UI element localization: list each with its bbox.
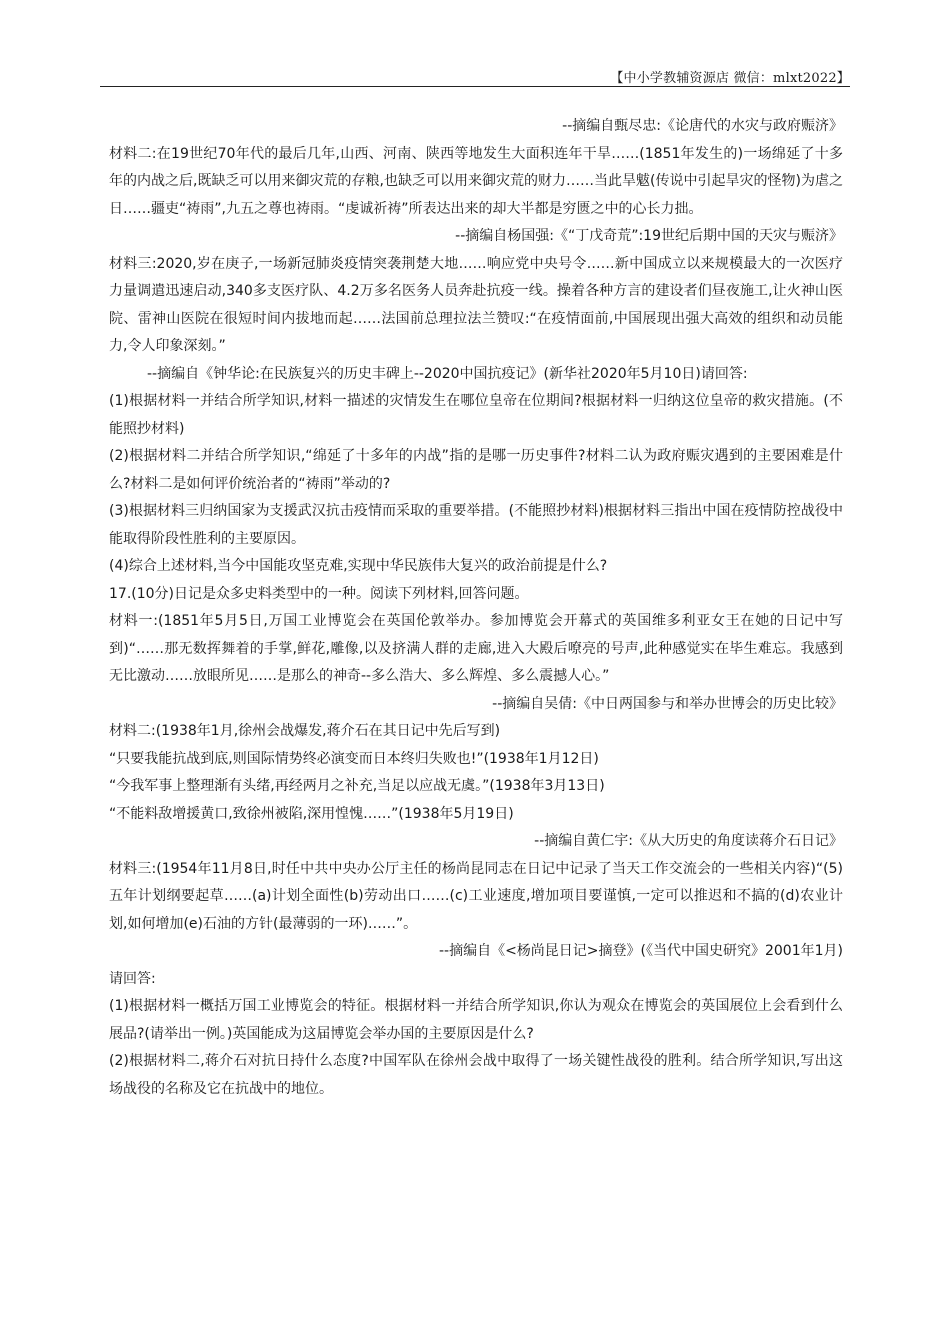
diary-quote: “今我军事上整理渐有头绪,再经两月之补充,当足以应战无虞。”(1938年3月13日) (109, 778, 605, 794)
question-item: (4)综合上述材料,当今中国能攻坚克难,实现中华民族伟大复兴的政治前提是什么? (109, 558, 608, 574)
material-paragraph: 材料二:在19世纪70年代的最后几年,山西、河南、陕西等地发生大面积连年干旱……(1851年发生的)一场绵延了十多年的内战之后,既缺乏可以用来御灾荒的存粮,也缺乏可以用来御灾荒的财力……当此旱魃(传说中引起旱灾的怪物)为虐之日……疆吏“祷雨”,九五之尊也祷雨。“虔诚祈祷”所表达出来的却大半都是穷匮之中的心长力拙。 (109, 145, 843, 217)
source-citation: --摘编自《钟华论:在民族复兴的历史丰碑上--2020中国抗疫记》(新华社2020年5月10日)请回答: (147, 365, 748, 382)
source-citation: --摘编自黄仁宇:《从大历史的角度读蒋介石日记》 (534, 833, 843, 849)
diary-quote: “只要我能抗战到底,则国际情势终必演变而日本终归失败也!”(1938年1月12日) (109, 750, 599, 767)
material-paragraph: 材料三:(1954年11月8日,时任中共中央办公厅主任的杨尚昆同志在日记中记录了当天工作交流会的一些相关内容)“(5)五年计划纲要起草……(a)计划全面性(b)劳动出口……(c)工业速度,增加项目要谨慎,一定可以推迟和不搞的(d)农业计划,如何增加(e)石油的方针(最薄弱的一环)……”。 (109, 860, 843, 932)
question-heading: 17.(10分)日记是众多史料类型中的一种。阅读下列材料,回答问题。 (109, 585, 529, 602)
material-paragraph: 材料二:(1938年1月,徐州会战爆发,蒋介石在其日记中先后写到) (109, 723, 501, 739)
question-item: (1)根据材料一概括万国工业博览会的特征。根据材料一并结合所学知识,你认为观众在博览会的英国展位上会看到什么展品?(请举出一例。)英国能成为这届博览会举办国的主要原因是什么? (109, 998, 843, 1042)
header-text: 【中小学教辅资源店 微信：mlxt2022】 (610, 71, 850, 86)
source-citation: --摘编自甄尽忠:《论唐代的水灾与政府赈济》 (562, 118, 843, 134)
document-body (109, 113, 843, 1103)
page-header (100, 64, 850, 87)
material-paragraph: 材料三:2020,岁在庚子,一场新冠肺炎疫情突袭荆楚大地……响应党中央号令……新中国成立以来规模最大的一次医疗力量调遣迅速启动,340多支医疗队、4.2万多名医务人员奔赴抗疫一线。操着各种方言的建设者们昼夜施工,让火神山医院、雷神山医院在很短时间内拔地而起……法国前总理拉法兰赞叹:“在疫情面前,中国展现出强大高效的组织和动员能力,令人印象深刻。” (109, 255, 843, 354)
question-item: (2)根据材料二并结合所学知识,“绵延了十多年的内战”指的是哪一历史事件?材料二认为政府赈灾遇到的主要困难是什么?材料二是如何评价统治者的“祷雨”举动的? (109, 448, 843, 492)
question-item: (2)根据材料二,蒋介石对抗日持什么态度?中国军队在徐州会战中取得了一场关键性战役的胜利。结合所学知识,写出这场战役的名称及它在抗战中的地位。 (109, 1053, 843, 1097)
source-citation: --摘编自《<杨尚昆日记>摘登》(《当代中国史研究》2001年1月) (438, 943, 843, 959)
question-prompt: 请回答: (109, 970, 156, 987)
question-item: (1)根据材料一并结合所学知识,材料一描述的灾情发生在哪位皇帝在位期间?根据材料一归纳这位皇帝的救灾措施。(不能照抄材料) (109, 393, 843, 437)
source-citation: --摘编自吴倩:《中日两国参与和举办世博会的历史比较》 (492, 695, 843, 712)
question-item: (3)根据材料三归纳国家为支援武汉抗击疫情而采取的重要举措。(不能照抄材料)根据材料三指出中国在疫情防控战役中能取得阶段性胜利的主要原因。 (109, 503, 843, 547)
diary-quote: “不能料敌增援黄口,致徐州被陷,深用惶愧……”(1938年5月19日) (109, 805, 514, 822)
source-citation: --摘编自杨国强:《“丁戊奇荒”:19世纪后期中国的天灾与赈济》 (455, 228, 843, 244)
material-paragraph: 材料一:(1851年5月5日,万国工业博览会在英国伦敦举办。参加博览会开幕式的英国维多利亚女王在她的日记中写到)“……那无数挥舞着的手掌,鲜花,雕像,以及挤满人群的走廊,进入大殿后嘹亮的号声,此种感觉实在毕生难忘。我感到无比激动……放眼所见……是那么的神奇--多么浩大、多么辉煌、多么震撼人心。” (109, 613, 843, 684)
